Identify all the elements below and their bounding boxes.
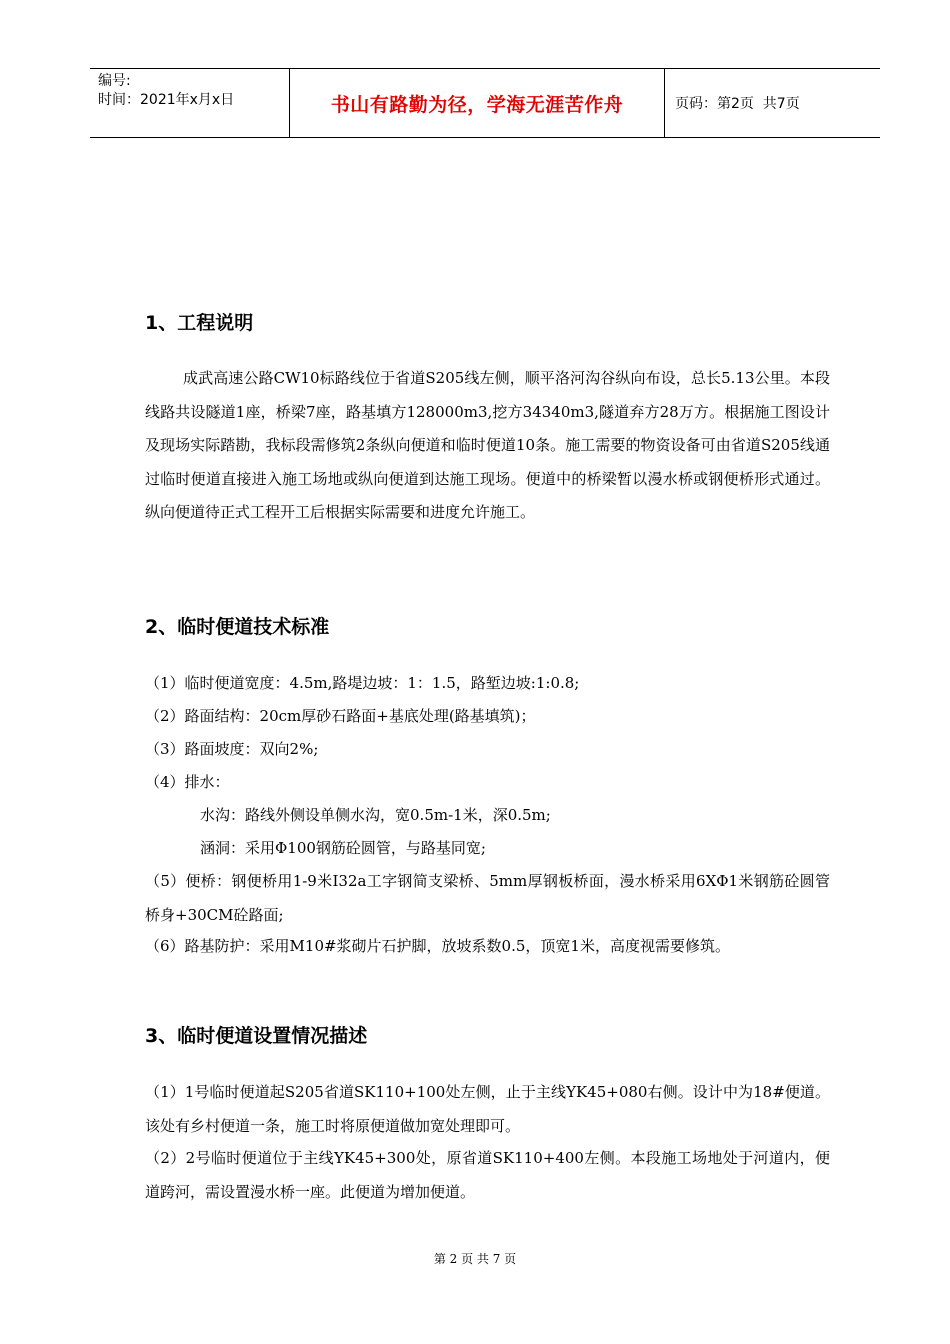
standard-item-3: （3）路面坡度：双向2%; [145,740,319,758]
page-header [90,68,880,138]
standard-item-2: （2）路面结构：20cm厚砂石路面+基底处理(路基填筑)； [145,707,536,725]
section-3-title: 3、临时便道设置情况描述 [145,1025,368,1047]
road-description-1: （1）1号临时便道起S205省道SK110+100处左侧，止于主线YK45+080右侧。设计中为18#便道。该处有乡村便道一条，施工时将原便道做加宽处理即可。 [145,1083,830,1135]
header-page-info [665,69,880,137]
standard-item-4-ditch: 水沟：路线外侧设单侧水沟，宽0.5m-1米，深0.5m; [200,806,551,824]
page-footer: 第 2 页 共 7 页 [433,1252,517,1266]
standard-item-1: （1）临时便道宽度：4.5m,路堤边坡：1：1.5，路堑边坡:1:0.8; [145,674,580,692]
standard-item-6: （6）路基防护：采用M10#浆砌片石护脚，放坡系数0.5，顶宽1米，高度视需要修筑。 [145,937,730,955]
section-1-title: 1、工程说明 [145,312,254,334]
page-label: 页码：第2页 共7页 [675,96,800,112]
standard-item-4: （4）排水： [145,773,230,791]
number-label: 编号: [98,73,131,89]
road-description-2: （2）2号临时便道位于主线YK45+300处，原省道SK110+400左侧。本段施工场地处于河道内，便道跨河，需设置漫水桥一座。此便道为增加便道。 [145,1149,830,1201]
header-motto: 书山有路勤为径，学海无涯苦作舟 [290,69,665,137]
time-label: 时间：2021年x月x日 [98,92,235,108]
section-2-title: 2、临时便道技术标准 [145,616,330,638]
standard-item-5: （5）便桥：钢便桥用1-9米I32a工字钢简支梁桥、5mm厚钢板桥面，漫水桥采用6XΦ1米钢筋砼圆管桥身+30CM砼路面; [145,872,830,924]
section-1-paragraph: 成武高速公路CW10标路线位于省道S205线左侧，顺平洛河沟谷纵向布设，总长5.13公里。本段线路共设隧道1座，桥梁7座，路基填方128000m3,挖方34340m3,隧道弃方28万方。根据施工图设计及现场实际踏勘，我标段需修筑2条纵向便道和临时便道10条。施工需要的物资设备可由省道S205线通过临时便道直接进入施工场地或纵向便道到达施工现场。便道中的桥梁暂以漫水桥或钢便桥形式通过。纵向便道待正式工程开工后根据实际需要和进度允许施工。 [145,369,830,521]
standard-item-4-culvert: 涵洞：采用Φ100钢筋砼圆管，与路基同宽; [200,839,486,857]
header-meta [90,69,290,137]
